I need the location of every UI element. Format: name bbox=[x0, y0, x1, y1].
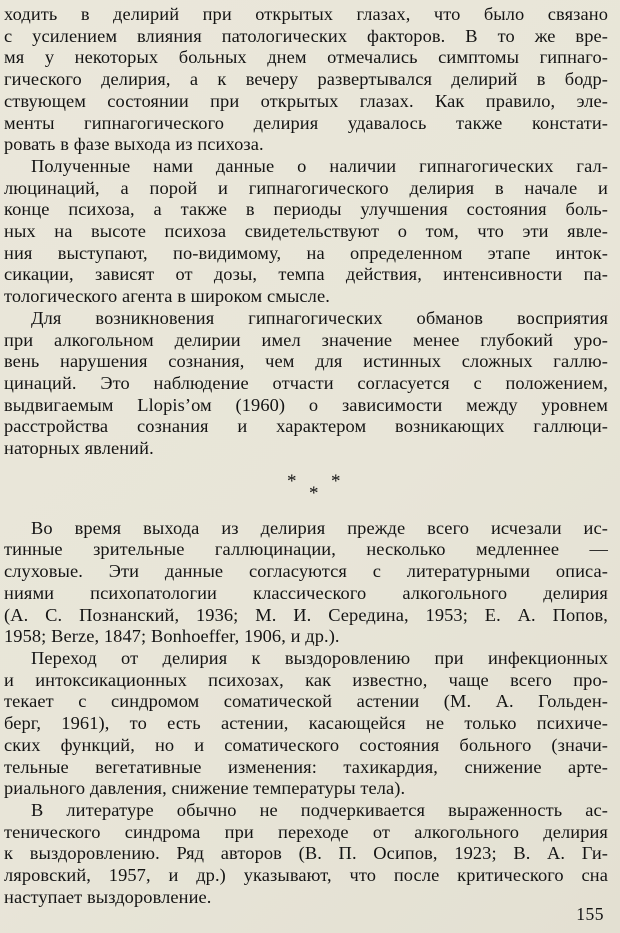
text-line: тологического агента в широком смысле. bbox=[4, 286, 330, 307]
text-line: (А. С. Познанский, 1936; М. И. Середина, 1953; Е. А. Попов, bbox=[4, 604, 608, 625]
paragraph-1 bbox=[4, 4, 608, 156]
text-line: 1958; Berze, 1847; Bonhoeffer, 1906, и др.). bbox=[4, 626, 340, 647]
text-line: Переход от делирия к выздоровлению при инфекционных bbox=[31, 647, 608, 668]
text-line: наторных явлений. bbox=[4, 438, 154, 459]
paragraph-5 bbox=[4, 648, 608, 800]
text-line: тенического синдрома при переходе от алкогольного делирия bbox=[4, 821, 608, 842]
text-line: тельные вегетативные изменения: тахикардия, снижение арте- bbox=[4, 756, 608, 777]
text-line: конце психоза, а также в периоды улучшения состояния боль- bbox=[4, 199, 608, 220]
text-line: расстройства сознания и характером возникающих галлюци- bbox=[4, 416, 608, 437]
text-line: ных на высоте психоза свидетельствуют о том, что эти явле- bbox=[4, 221, 608, 242]
text-line: ляровский, 1957, и др.) указывают, что после критического сна bbox=[4, 865, 608, 886]
text-line: гического делирия, а к вечеру развертывался делирий в бодр- bbox=[4, 69, 608, 90]
text-line: ниями психопатологии классического алкогольного делирия bbox=[4, 582, 608, 603]
text-line: слуховые. Эти данные согласуются с литературными описа- bbox=[4, 561, 608, 582]
text-line: цинаций. Это наблюдение отчасти согласуется с положением, bbox=[4, 372, 608, 393]
paragraph-2 bbox=[4, 156, 608, 308]
text-line: ния выступают, по-видимому, на определенном этапе инток- bbox=[4, 242, 608, 263]
text-line: ходить в делирий при открытых глазах, что было связано bbox=[4, 4, 608, 24]
text-line: и интоксикационных психозах, как известно, чаще всего про- bbox=[4, 669, 608, 690]
text-line: ровать в фазе выхода из психоза. bbox=[4, 134, 264, 155]
text-line: Во время выхода из делирия прежде всего исчезали ис- bbox=[31, 517, 608, 538]
text-line: вень нарушения сознания, чем для истинных сложных галлю- bbox=[4, 351, 608, 372]
text-line: при алкогольном делирии имел значение менее глубокий уро- bbox=[4, 329, 608, 350]
asterisk-glyph: * bbox=[309, 482, 319, 504]
text-line: Для возникновения гипнагогических обманов восприятия bbox=[31, 307, 608, 328]
text-line: текает с синдромом соматической астении (М. А. Гольден- bbox=[4, 691, 608, 712]
text-line: с усилением влияния патологических факторов. В то же вре- bbox=[4, 25, 608, 46]
asterisk-glyph: * bbox=[287, 470, 297, 492]
text-line: ских функций, но и соматического состояния больного (значи- bbox=[4, 734, 608, 755]
text-line: ствующем состоянии при открытых глазах. Как правило, эле- bbox=[4, 90, 608, 111]
text-line: В литературе обычно не подчеркивается выраженность ас- bbox=[31, 799, 608, 820]
text-line: риального давления, снижение температуры тела). bbox=[4, 778, 406, 799]
text-line: мя у некоторых больных днем отмечались симптомы гипнаго- bbox=[4, 47, 608, 68]
text-line: наступает выздоровление. bbox=[4, 886, 212, 907]
page-number: 155 bbox=[576, 904, 604, 924]
text-line: берг, 1961), то есть астении, касающейся не только психиче- bbox=[4, 713, 608, 734]
section-separator bbox=[4, 460, 608, 518]
text-line: тинные зрительные галлюцинации, несколько медленнее — bbox=[4, 539, 608, 560]
text-line: выдвигаемым Llopis’ом (1960) о зависимости между уровнем bbox=[4, 394, 608, 415]
text-line: люцинаций, а порой и гипнагогического делирия в начале и bbox=[4, 177, 608, 198]
text-line: Полученные нами данные о наличии гипнагогических гал- bbox=[31, 155, 608, 176]
text-line: менты гипнагогического делирия удавалось также констати- bbox=[4, 112, 608, 133]
text-line: сикации, зависят от дозы, темпа действия, интенсивности па- bbox=[4, 264, 608, 285]
paragraph-4 bbox=[4, 518, 608, 648]
text-line: к выздоровлению. Ряд авторов (В. П. Осипов, 1923; В. А. Ги- bbox=[4, 843, 608, 864]
paragraph-6 bbox=[4, 800, 608, 909]
asterisk-glyph: * bbox=[331, 470, 341, 492]
paragraph-3 bbox=[4, 308, 608, 460]
